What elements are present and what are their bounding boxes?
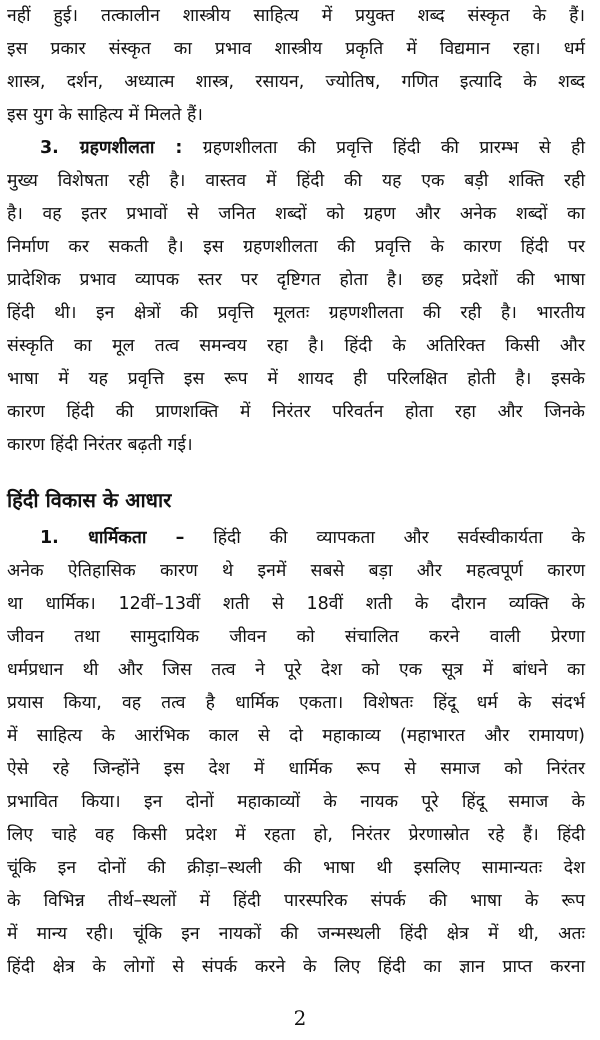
paragraph-grahanasheelata	[7, 132, 585, 462]
book-page	[7, 0, 585, 984]
text-line	[7, 132, 585, 165]
text-line: के विभिन्न तीर्थ–स्थलों में हिंदी पारस्परिक संपर्क की भाषा के रूप	[7, 891, 585, 911]
text-line: लिए चाहे वह किसी प्रदेश में रहता हो, निरंतर प्रेरणास्रोत रहे हैं। हिंदी	[7, 825, 585, 845]
text-line: इस युग के साहित्य में मिलते हैं।	[7, 105, 203, 125]
page-number: 2	[293, 1006, 307, 1030]
text-line: प्रादेशिक प्रभाव व्यापक स्तर पर दृष्टिगत होता है। छह प्रदेशों की भाषा	[7, 270, 585, 290]
text-line: प्रयास किया, वह तत्व है धार्मिक एकता। विशेषतः हिंदू धर्म के संदर्भ	[7, 693, 585, 713]
subheading-dharmikta: 1. धार्मिकता –	[40, 528, 185, 548]
text-line: धर्मप्रधान थी और जिस तत्व ने पूरे देश को एक सूत्र में बांधने का	[7, 660, 585, 680]
text-line: इस प्रकार संस्कृत का प्रभाव शास्त्रीय प्रकृति में विद्यमान रहा। धर्म	[7, 39, 585, 59]
text-line: है। वह इतर प्रभावों से जनित शब्दों को ग्रहण और अनेक शब्दों का	[7, 204, 585, 224]
text-fragment: ग्रहणशीलता की प्रवृत्ति हिंदी की प्रारम्भ से ही	[182, 138, 585, 158]
text-line: था धार्मिक। 12वीं–13वीं शती से 18वीं शती के दौरान व्यक्ति के	[7, 594, 585, 614]
text-line: हिंदी क्षेत्र के लोगों से संपर्क करने के लिए हिंदी का ज्ञान प्राप्त करना	[7, 957, 585, 977]
text-line: कारण हिंदी की प्राणशक्ति में निरंतर परिवर्तन होता रहा और जिनके	[7, 402, 585, 422]
paragraph-dharmikta	[7, 522, 585, 984]
text-line: अनेक ऐतिहासिक कारण थे इनमें सबसे बड़ा और महत्वपूर्ण कारण	[7, 561, 585, 581]
text-fragment: हिंदी की व्यापकता और सर्वस्वीकार्यता के	[184, 528, 585, 548]
text-line: प्रभावित किया। इन दोनों महाकाव्यों के नायक पूरे हिंदू समाज के	[7, 792, 585, 812]
text-line: में मान्य रही। चूंकि इन नायकों की जन्मस्थली हिंदी क्षेत्र में थी, अतः	[7, 924, 585, 944]
text-line: शास्त्र, दर्शन, अध्यात्म शास्त्र, रसायन, ज्योतिष, गणित इत्यादि के शब्द	[7, 72, 585, 92]
text-line: ऐसे रहे जिन्होंने इस देश में धार्मिक रूप से समाज को निरंतर	[7, 759, 585, 779]
text-line: हिंदी थी। इन क्षेत्रों की प्रवृत्ति मूलतः ग्रहणशीलता की रही है। भारतीय	[7, 303, 585, 323]
text-line: जीवन तथा सामुदायिक जीवन को संचालित करने वाली प्रेरणा	[7, 627, 585, 647]
text-line: निर्माण कर सकती है। इस ग्रहणशीलता की प्रवृत्ति के कारण हिंदी पर	[7, 237, 585, 257]
section-heading: हिंदी विकास के आधार	[7, 488, 172, 512]
text-line: नहीं हुई। तत्कालीन शास्त्रीय साहित्य में प्रयुक्त शब्द संस्कृत के हैं।	[7, 6, 585, 26]
text-line: कारण हिंदी निरंतर बढ़ती गई।	[7, 435, 193, 455]
subheading-grahanasheelata: 3. ग्रहणशीलता :	[40, 138, 183, 158]
text-line: चूंकि इन दोनों की क्रीड़ा–स्थली की भाषा थी इसलिए सामान्यतः देश	[7, 858, 585, 878]
text-line: मुख्य विशेषता रही है। वास्तव में हिंदी की यह एक बड़ी शक्ति रही	[7, 171, 585, 191]
paragraph-sanskrit-influence	[7, 0, 585, 132]
text-line: संस्कृति का मूल तत्व समन्वय रहा है। हिंदी के अतिरिक्त किसी और	[7, 336, 585, 356]
text-line: भाषा में यह प्रवृत्ति इस रूप में शायद ही परिलक्षित होती है। इसके	[7, 369, 585, 389]
text-line: में साहित्य के आरंभिक काल से दो महाकाव्य (महाभारत और रामायण)	[7, 726, 585, 746]
text-line	[7, 522, 585, 555]
